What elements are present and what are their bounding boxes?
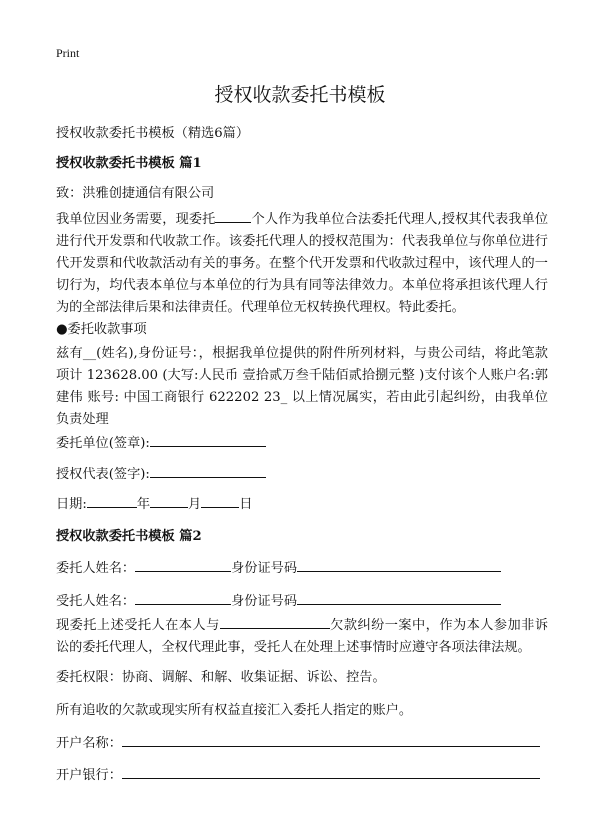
account-name-line xyxy=(122,733,540,747)
principal-id-line xyxy=(297,558,501,572)
dispute-paragraph xyxy=(56,615,548,659)
agent-name-line xyxy=(135,591,231,605)
print-label: Print xyxy=(56,46,80,60)
year-line xyxy=(87,494,137,508)
section1-heading: 授权收款委托书模板 篇1 xyxy=(56,156,202,171)
section2-heading: 授权收款委托书模板 篇2 xyxy=(56,529,202,544)
account-instruction: 所有追收的欠款或现实所有权益直接汇入委托人指定的账户。 xyxy=(56,703,413,718)
date-label: 日期: xyxy=(56,497,87,512)
document-title: 授权收款委托书模板 xyxy=(214,84,386,106)
paragraph-text-rest: 个人作为我单位合法委托代理人,授权其代表我单位进行代开发票和代收款工作。该委托代理人的授权范围为：代表我单位与你单位进行代开发票和代收款活动有关的事务。在整个代开发票和代收款过程中，该代理人的一切行为，均代表本单位与本单位的行为具有同等法律效力。本单位将承担该代理人行为的全部法律后果和法律责任。代理单位无权转换代理权。特此委托。 xyxy=(56,212,549,315)
dispute-text-rest: 欠款纠纷一案中，作为本人参加非诉讼的委托代理人，全权代理此事，受托人在处理上述事情时应遵守各项法律法规。 xyxy=(56,618,549,655)
authority-scope: 委托权限：协商、调解、和解、收集证据、诉讼、控告。 xyxy=(56,670,386,685)
bank-label: 开户银行： xyxy=(56,768,122,783)
agent-id-label: 身份证号码 xyxy=(231,594,298,609)
rep-signature-line xyxy=(150,464,266,478)
blank-line xyxy=(215,209,251,223)
account-name-label: 开户名称： xyxy=(56,736,122,751)
agent-name-label: 受托人姓名： xyxy=(56,594,136,609)
bank-line xyxy=(122,765,540,779)
payment-paragraph: 兹有__(姓名),身份证号：，根据我单位提供的附件所列材料，与贵公司结，将此笔款项计 123628.00 (大写:人民币 壹拾贰万叁千陆佰贰拾捌元整 )支付该个人账户名:郭建伟 账号: 中国工商银行 622202 23_ 以上情况属实，若由此引起纠纷，由我单位负责处理 xyxy=(56,346,548,427)
unit-signature-row xyxy=(56,432,266,451)
day-line xyxy=(201,494,239,508)
authorization-paragraph xyxy=(56,209,548,319)
rep-signature-row xyxy=(56,463,266,482)
month-line xyxy=(150,494,188,508)
principal-name-label: 委托人姓名： xyxy=(56,561,136,576)
principal-name-line xyxy=(135,558,231,572)
dispute-text-start: 现委托上述受托人在本人与 xyxy=(56,618,220,633)
principal-id-label: 身份证号码 xyxy=(231,561,298,576)
document-subtitle: 授权收款委托书模板（精选6篇） xyxy=(56,126,250,141)
month-label: 月 xyxy=(188,497,202,512)
year-label: 年 xyxy=(136,497,151,512)
agent-id-line xyxy=(297,591,501,605)
paragraph-text-start: 我单位因业务需要，现委托 xyxy=(56,212,216,227)
account-name-row xyxy=(56,732,540,751)
dispute-party-line xyxy=(220,615,330,629)
day-label: 日 xyxy=(239,497,253,512)
principal-row xyxy=(56,557,501,576)
addressee: 致：洪雅创捷通信有限公司 xyxy=(56,186,215,201)
date-row xyxy=(56,493,252,512)
unit-signature-label: 委托单位(签章): xyxy=(56,436,150,451)
bank-row xyxy=(56,764,540,783)
rep-signature-label: 授权代表(签字): xyxy=(56,467,150,482)
bullet-heading: ●委托收款事项 xyxy=(56,322,147,337)
unit-signature-line xyxy=(150,433,266,447)
agent-row xyxy=(56,590,501,609)
